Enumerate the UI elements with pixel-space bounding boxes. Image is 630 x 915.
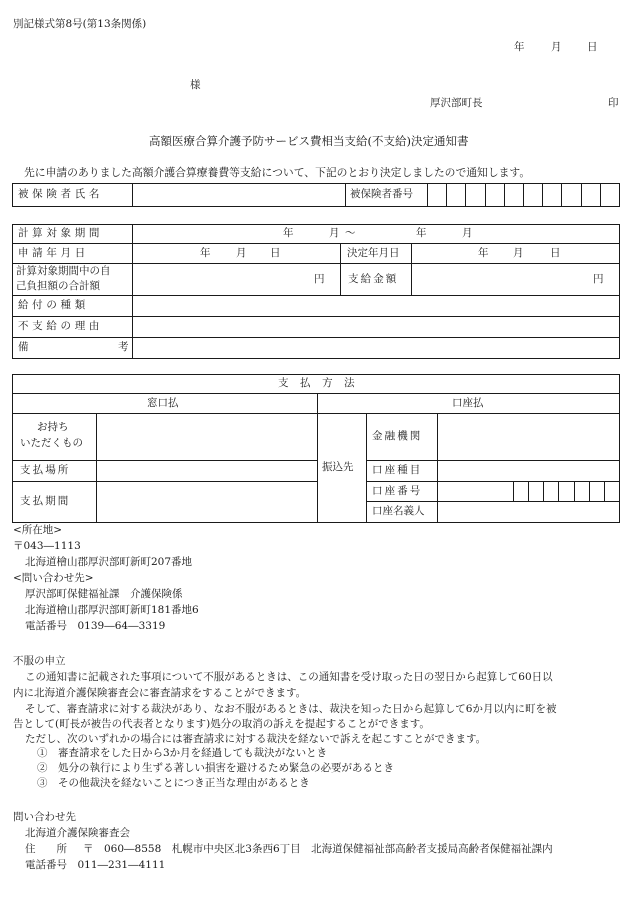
intro-text: 先に申請のありました高額介護合算療養費等支給について、下記のとおり決定しましたので通知します。 bbox=[24, 166, 531, 179]
self-pay-label-1: 計算対象期間中の自 bbox=[16, 265, 111, 277]
number-box-divider bbox=[446, 183, 447, 207]
insured-number-label: 被保険者番号 bbox=[350, 188, 413, 200]
number-box-divider bbox=[542, 183, 543, 207]
appeal-item: ① 審査請求をした日から3か月を経過しても裁決がないとき bbox=[37, 747, 328, 759]
number-box-divider bbox=[523, 183, 524, 207]
account-box-divider bbox=[558, 481, 559, 502]
window-payment-header: 窓口払 bbox=[147, 397, 179, 409]
number-box-divider bbox=[561, 183, 562, 207]
apply-date-label: 申請年月日 bbox=[18, 247, 89, 259]
transfer-label: 振込先 bbox=[322, 461, 354, 473]
self-pay-label-2: 己負担額の合計額 bbox=[16, 280, 100, 292]
review-board-phone: 電話番号 011―231―4111 bbox=[25, 859, 166, 871]
bring-items-label-2: いただくもの bbox=[20, 437, 83, 449]
bring-items-label-1: お持ち bbox=[37, 421, 69, 433]
account-payment-header: 口座払 bbox=[452, 397, 484, 409]
account-box-divider bbox=[589, 481, 590, 502]
account-box-divider bbox=[543, 481, 544, 502]
appeal-line: 告として(町長が被告の代表者となります)処分の取消の訴えを提起することができます。 bbox=[13, 718, 430, 730]
account-box-divider bbox=[528, 481, 529, 502]
account-number-label: 口座番号 bbox=[372, 485, 423, 497]
payment-period-label: 支払期間 bbox=[20, 495, 71, 507]
appeal-line: そして、審査請求に対する裁決があり、なお不服があるときは、裁決を知った日から起算して6か月以内に町を被 bbox=[25, 703, 557, 715]
review-board-heading: 問い合わせ先 bbox=[13, 811, 76, 823]
insured-name-label: 被保険者氏名 bbox=[18, 188, 104, 200]
number-box-divider bbox=[600, 183, 601, 207]
appeal-line: 内に北海道介護保険審査会に審査請求をすることができます。 bbox=[13, 687, 307, 699]
remarks-label-end: 考 bbox=[118, 341, 129, 353]
inquiry-phone: 電話番号 0139―64―3319 bbox=[25, 620, 166, 632]
payment-place-label: 支払場所 bbox=[20, 464, 71, 476]
reason-label: 不支給の理由 bbox=[18, 320, 104, 332]
bank-label: 金融機関 bbox=[372, 430, 423, 442]
decision-date-label: 決定年月日 bbox=[347, 247, 400, 259]
account-type-label: 口座種目 bbox=[372, 464, 423, 476]
payment-amount-label: 支給金額 bbox=[348, 273, 399, 285]
appeal-item: ③ その他裁決を経ないことにつき正当な理由があるとき bbox=[37, 777, 310, 789]
inquiry-dept: 厚沢部町保健福祉課 介護保険係 bbox=[25, 588, 183, 600]
review-board-name: 北海道介護保険審査会 bbox=[25, 827, 130, 839]
location-heading: <所在地> bbox=[13, 524, 63, 536]
account-box-divider bbox=[574, 481, 575, 502]
location-postal: 〒043―1113 bbox=[13, 540, 81, 552]
number-box-divider bbox=[504, 183, 505, 207]
payment-amount-yen: 円 bbox=[593, 273, 604, 285]
appeal-heading: 不服の申立 bbox=[13, 655, 66, 667]
number-box-divider bbox=[485, 183, 486, 207]
payment-type-label: 給付の種類 bbox=[18, 299, 89, 311]
issuer: 厚沢部町長 bbox=[430, 97, 483, 109]
account-box-divider bbox=[604, 481, 605, 502]
document-title: 高額医療合算介護予防サービス費相当支給(不支給)決定通知書 bbox=[149, 134, 469, 148]
account-box-divider bbox=[513, 481, 514, 502]
review-board-address: 〒 060―8558 札幌市中央区北3条西6丁目 北海道保健福祉部高齢者支援局高齢者保健福祉課内 bbox=[83, 843, 553, 855]
number-box-divider bbox=[581, 183, 582, 207]
seal-mark: 印 bbox=[608, 97, 619, 109]
inquiry-heading: <問い合わせ先> bbox=[13, 572, 94, 584]
insured-name-field[interactable] bbox=[133, 184, 345, 206]
payment-method-header: 支払方法 bbox=[278, 377, 367, 389]
inquiry-address: 北海道檜山郡厚沢部町新町181番地6 bbox=[25, 604, 199, 616]
period-label: 計算対象期間 bbox=[18, 227, 104, 239]
account-holder-label: 口座名義人 bbox=[372, 505, 425, 517]
review-board-address-label: 住 所 bbox=[25, 843, 67, 855]
appeal-line: ただし、次のいずれかの場合には審査請求に対する裁決を経ないで訴えを起こすことができます。 bbox=[25, 733, 487, 745]
addressee-suffix: 様 bbox=[190, 79, 201, 91]
appeal-line: この通知書に記載された事項について不服があるときは、この通知書を受け取った日の翌日から起算して60日以 bbox=[25, 671, 553, 683]
form-number: 別記様式第8号(第13条関係) bbox=[13, 18, 147, 30]
location-address: 北海道檜山郡厚沢部町新町207番地 bbox=[25, 556, 193, 568]
number-box-divider bbox=[465, 183, 466, 207]
self-pay-yen: 円 bbox=[314, 273, 325, 285]
appeal-item: ② 処分の執行により生ずる著しい損害を避けるため緊急の必要があるとき bbox=[37, 762, 394, 774]
